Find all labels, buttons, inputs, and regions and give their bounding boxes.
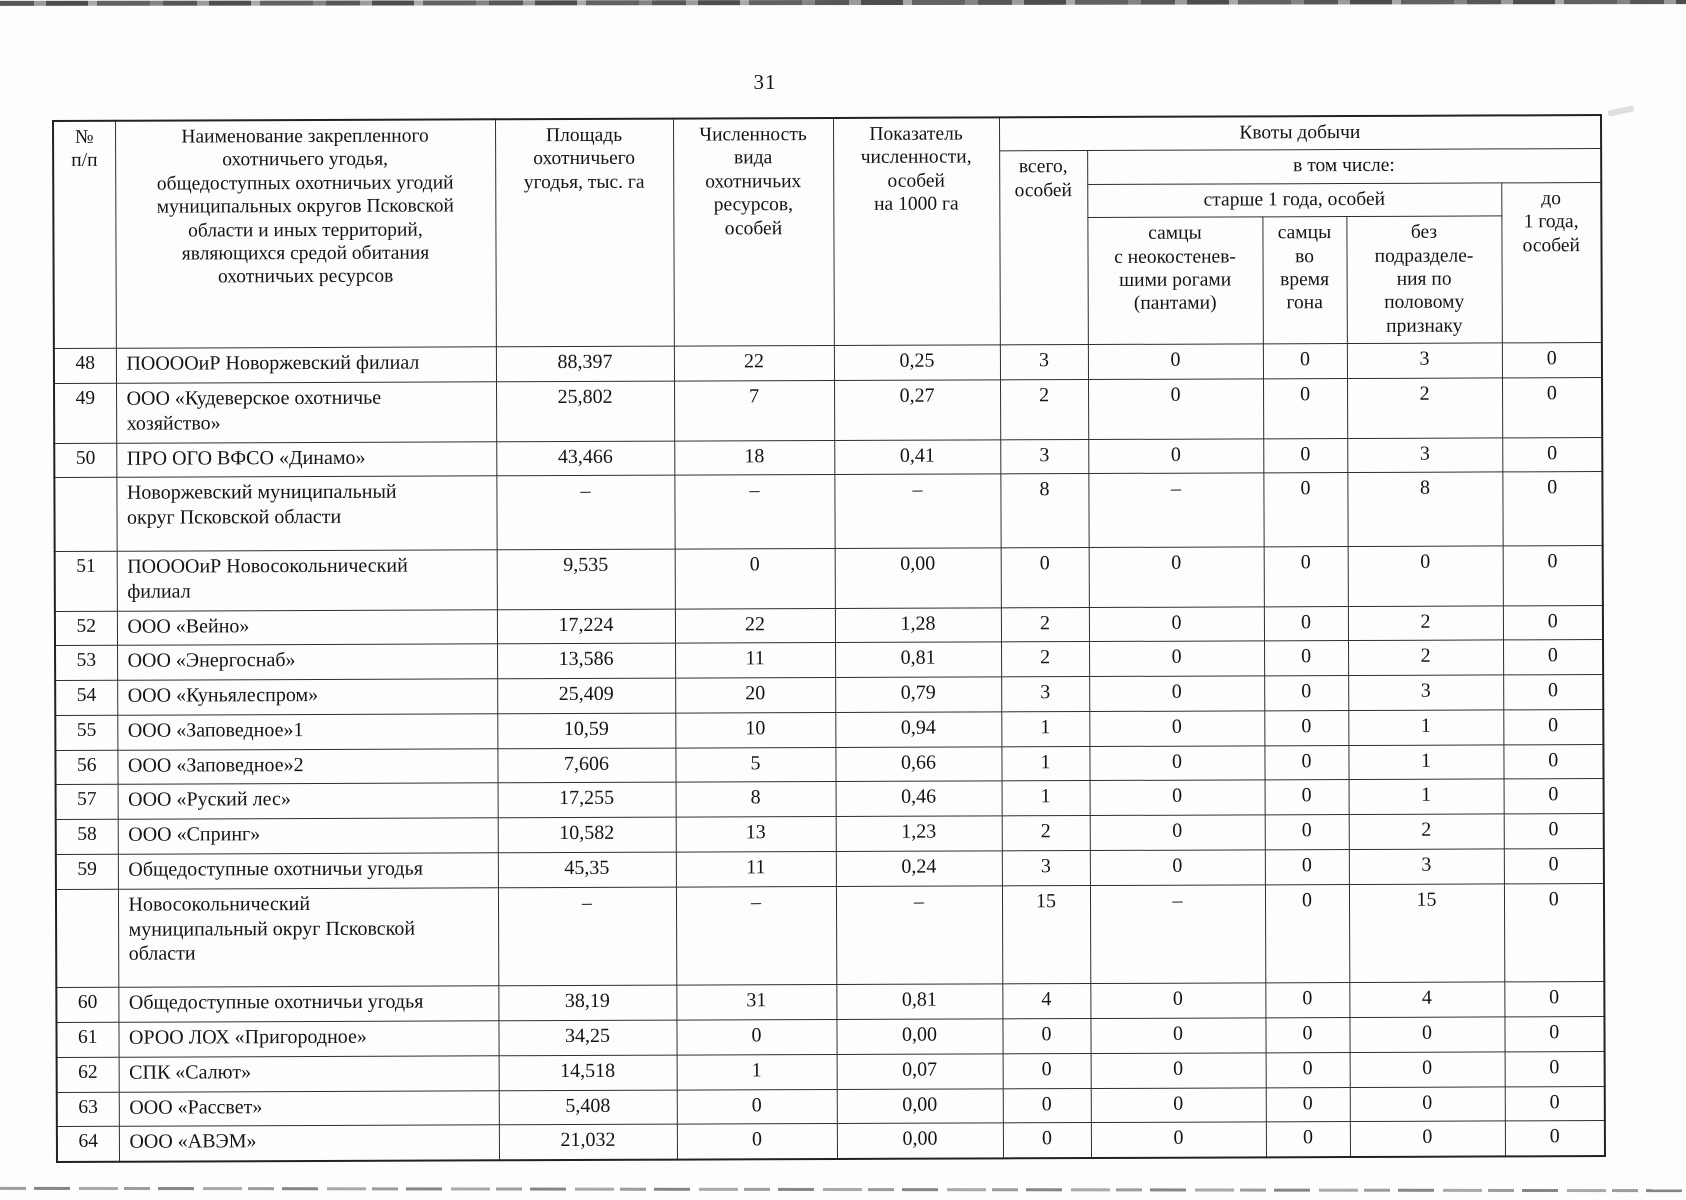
cell-density: 0,94 [835,712,1001,747]
cell-males-antlers: 0 [1090,1018,1265,1053]
cell-num: 60 [56,988,118,1023]
cell-total: 2 [1001,642,1089,677]
cell-density: 0,81 [836,984,1002,1019]
cell-under1: 0 [1504,982,1604,1017]
cell-population: 0 [677,1124,837,1160]
cell-population: 22 [675,608,835,643]
table-row [56,814,1604,855]
page-number: 31 [753,70,777,94]
cell-males-rut: 0 [1264,641,1348,676]
cell-no-division: 1 [1348,745,1503,780]
cell-population: 22 [674,346,834,381]
table-row [55,744,1603,785]
cell-num: 59 [56,854,118,889]
cell-males-rut: 0 [1265,850,1349,885]
cell-under1: 0 [1502,437,1602,472]
table-row [54,437,1602,478]
cell-density: 0,25 [834,345,1000,380]
cell-name: ООО «АВЭМ» [119,1125,499,1162]
cell-males-rut: 0 [1265,884,1349,983]
cell-no-division: 8 [1347,472,1502,546]
cell-density: 0,46 [836,781,1002,816]
cell-name: ООО «Вейно» [117,609,497,645]
cell-area: 17,224 [497,609,675,644]
cell-under1: 0 [1502,343,1602,378]
cell-males-rut: 0 [1264,710,1348,745]
cell-total: 3 [1001,677,1089,712]
cell-population: 31 [676,985,836,1020]
col-header-density: Показатель численности, особей на 1000 га [833,117,1000,345]
cell-males-antlers: 0 [1091,1053,1266,1088]
cell-no-division: 0 [1350,1087,1505,1122]
cell-density: 1,23 [836,816,1002,851]
cell-population: 11 [676,852,836,887]
cell-num: 56 [55,750,117,785]
cell-density: 1,28 [835,607,1001,642]
cell-name: ПООООиР Новоржевский филиал [116,347,496,383]
hunting-quota-table [52,114,1606,1163]
cell-under1: 0 [1503,605,1603,640]
col-header-name: Наименование закрепленного охотничьего угодья, общедоступных охотничьих угодий муниципальных округов Псковской области и иных территорий, являющихся средой обитания охотничьих ресурсов [115,119,496,348]
cell-name: Общедоступные охотничьи угодья [118,986,498,1022]
cell-total: 1 [1001,746,1089,781]
cell-males-antlers: 0 [1089,711,1264,746]
cell-males-rut: 0 [1263,438,1347,473]
cell-under1: 0 [1504,849,1604,884]
table-row [56,779,1604,820]
cell-num: 54 [55,680,117,715]
cell-name: ОРОО ЛОХ «Пригородное» [118,1021,498,1057]
cell-area: 88,397 [496,346,674,381]
cell-density: 0,07 [837,1054,1003,1089]
scan-artifact-bottom [0,1187,1686,1192]
cell-under1: 0 [1502,377,1602,437]
cell-population: 20 [675,678,835,713]
cell-under1: 0 [1502,472,1602,546]
cell-males-antlers: 0 [1089,641,1264,676]
cell-area: 34,25 [498,1020,676,1055]
cell-num: 53 [55,646,117,681]
cell-population: 13 [676,817,836,852]
cell-density: – [834,474,1000,548]
cell-name: ООО «Рассвет» [119,1090,499,1126]
cell-area: 43,466 [496,441,674,476]
col-header-older1: старше 1 года, особей [1087,183,1501,218]
cell-no-division: 1 [1348,710,1503,745]
col-header-num: № п/п [53,121,116,349]
col-header-no-division: без подразделе- ния по половому признаку [1346,216,1501,344]
cell-total: 1 [1001,711,1089,746]
table-row [57,1051,1605,1092]
cell-density: 0,66 [835,747,1001,782]
cell-males-antlers: 0 [1089,676,1264,711]
cell-population: 8 [676,782,836,817]
cell-density: 0,41 [834,439,1000,474]
table-row [54,343,1602,384]
cell-area: 17,255 [498,783,676,818]
cell-no-division: 3 [1347,343,1502,378]
table-row [56,982,1604,1023]
cell-no-division: 3 [1348,675,1503,710]
scan-artifact-top [0,0,1686,6]
scan-smudge [1608,105,1635,116]
cell-under1: 0 [1504,814,1604,849]
cell-males-rut: 0 [1265,983,1349,1018]
table-row [55,605,1603,646]
cell-males-antlers: 0 [1088,438,1263,473]
cell-name: ООО «Кудеверское охотничье хозяйство» [116,382,496,443]
col-header-under1: до 1 года, особей [1501,182,1602,343]
cell-no-division: 2 [1348,640,1503,675]
cell-males-antlers: 0 [1089,606,1264,641]
cell-total: 15 [1002,885,1090,984]
cell-males-rut: 0 [1263,473,1347,547]
col-header-males-antlers: самцы с неокостенев- шими рогами (пантами) [1087,217,1262,345]
cell-total: 0 [1003,1088,1091,1123]
cell-area: 25,409 [497,678,675,713]
cell-males-antlers: 0 [1091,1088,1266,1123]
cell-num: 63 [57,1092,119,1127]
cell-name: СПК «Салют» [119,1056,499,1092]
col-header-population: Численность вида охотничьих ресурсов, особей [673,118,834,346]
cell-males-rut: 0 [1265,780,1349,815]
cell-under1: 0 [1503,744,1603,779]
cell-area: – [498,887,676,986]
cell-no-division: 0 [1348,546,1503,606]
cell-density: 0,00 [835,548,1001,608]
cell-population: 18 [674,440,834,475]
col-header-including: в том числе: [1087,149,1601,184]
cell-num: 50 [54,443,116,478]
cell-males-antlers: – [1088,473,1263,547]
cell-density: 0,00 [837,1089,1003,1124]
cell-males-rut: 0 [1264,745,1348,780]
cell-total: 1 [1002,781,1090,816]
cell-density: – [836,886,1002,985]
cell-under1: 0 [1504,779,1604,814]
cell-population: 1 [677,1054,837,1089]
cell-area: 13,586 [497,643,675,678]
cell-no-division: 0 [1349,1017,1504,1052]
cell-population: 5 [675,747,835,782]
cell-name: ООО «Заповедное»1 [117,714,497,750]
cell-under1: 0 [1503,640,1603,675]
cell-total: 0 [1001,547,1089,607]
cell-males-antlers: – [1090,885,1265,984]
cell-density: 0,27 [834,380,1000,440]
cell-no-division: 2 [1349,814,1504,849]
cell-population: 0 [677,1089,837,1124]
cell-total: 0 [1003,1123,1091,1159]
cell-density: 0,79 [835,677,1001,712]
cell-males-antlers: 0 [1090,780,1265,815]
cell-males-rut: 0 [1264,676,1348,711]
cell-no-division: 2 [1348,605,1503,640]
cell-area: 10,582 [498,817,676,852]
cell-num: 55 [55,715,117,750]
cell-density: 0,24 [836,851,1002,886]
table-body [54,343,1605,1163]
cell-num: 58 [56,820,118,855]
cell-males-rut: 0 [1266,1052,1350,1087]
cell-density: 0,00 [836,1019,1002,1054]
table-row [54,377,1602,443]
cell-num: 57 [56,785,118,820]
cell-no-division: 3 [1349,849,1504,884]
cell-area: 7,606 [497,748,675,783]
cell-under1: 0 [1505,1086,1605,1121]
cell-total: 4 [1002,984,1090,1019]
cell-area: 14,518 [499,1055,677,1090]
cell-num [54,478,116,552]
cell-no-division: 15 [1349,884,1504,983]
cell-males-rut: 0 [1266,1087,1350,1122]
table-row [56,849,1604,890]
cell-under1: 0 [1504,883,1604,982]
table-row [57,1121,1605,1162]
cell-under1: 0 [1503,675,1603,710]
cell-area: 21,032 [499,1125,677,1161]
col-header-males-rut: самцы во время гона [1262,217,1346,344]
cell-total: 0 [1003,1053,1091,1088]
cell-num: 61 [56,1022,118,1057]
region-summary-row [56,883,1604,987]
cell-num: 51 [55,551,117,611]
cell-under1: 0 [1503,545,1603,605]
cell-males-rut: 0 [1265,815,1349,850]
cell-males-rut: 0 [1263,344,1347,379]
cell-total: 3 [1002,851,1090,886]
cell-males-antlers: 0 [1088,379,1263,439]
cell-density: 0,00 [837,1123,1003,1159]
cell-males-antlers: 0 [1091,1122,1266,1158]
table-row [56,1017,1604,1058]
cell-name: ООО «Заповедное»2 [117,748,497,784]
cell-no-division: 2 [1347,378,1502,438]
cell-num: 62 [57,1057,119,1092]
cell-area: 25,802 [496,381,674,441]
cell-total: 2 [1001,607,1089,642]
cell-males-antlers: 0 [1090,983,1265,1018]
cell-name: ООО «Спринг» [118,818,498,854]
cell-name: ООО «Куньялеспром» [117,679,497,715]
cell-num: 49 [54,383,116,443]
cell-no-division: 4 [1349,982,1504,1017]
cell-area: 38,19 [498,985,676,1020]
cell-num: 48 [54,348,116,383]
cell-males-antlers: 0 [1089,547,1264,607]
table-row [55,709,1603,750]
cell-total: 3 [1000,439,1088,474]
cell-population: 11 [675,643,835,678]
cell-population: – [674,475,834,549]
cell-name: ПООООиР Новосокольнический филиал [117,550,497,611]
table-row [55,640,1603,681]
cell-total: 3 [1000,345,1088,380]
cell-males-antlers: 0 [1088,344,1263,379]
cell-under1: 0 [1505,1121,1605,1157]
cell-population: 10 [675,712,835,747]
cell-no-division: 0 [1350,1121,1505,1157]
cell-males-rut: 0 [1263,378,1347,438]
cell-males-antlers: 0 [1090,850,1265,885]
cell-population: – [676,886,836,985]
cell-total: 0 [1002,1019,1090,1054]
cell-area: 5,408 [499,1090,677,1125]
cell-name: ПРО ОГО ВФСО «Динамо» [116,441,496,477]
cell-name: ООО «Руский лес» [118,783,498,819]
cell-total: 8 [1000,474,1088,548]
cell-num [56,889,118,988]
region-summary-row [54,472,1602,552]
table-row [55,675,1603,716]
cell-population: 0 [675,548,835,608]
cell-population: 0 [676,1020,836,1055]
col-header-area: Площадь охотничьего угодья, тыс. га [495,119,674,347]
cell-area: – [496,475,674,549]
cell-no-division: 0 [1350,1052,1505,1087]
cell-no-division: 3 [1347,437,1502,472]
table-header [53,115,1602,349]
cell-males-rut: 0 [1265,1018,1349,1053]
cell-males-antlers: 0 [1089,746,1264,781]
table-row [57,1086,1605,1127]
cell-name: ООО «Энергоснаб» [117,644,497,680]
cell-num: 52 [55,611,117,646]
cell-name: Новосокольнический муниципальный округ Псковской области [118,888,498,988]
cell-under1: 0 [1503,709,1603,744]
cell-no-division: 1 [1349,779,1504,814]
cell-name: Новоржевский муниципальный округ Псковской области [116,476,496,551]
col-header-quotas: Квоты добычи [999,115,1601,151]
cell-under1: 0 [1505,1051,1605,1086]
cell-total: 2 [1000,379,1088,439]
cell-males-rut: 0 [1264,546,1348,606]
cell-total: 2 [1002,816,1090,851]
cell-population: 7 [674,380,834,440]
cell-males-rut: 0 [1266,1122,1350,1158]
cell-name: Общедоступные охотничьи угодья [118,853,498,889]
cell-area: 10,59 [497,713,675,748]
table-row [55,545,1603,611]
cell-area: 9,535 [497,549,675,609]
cell-males-rut: 0 [1264,606,1348,641]
cell-males-antlers: 0 [1090,815,1265,850]
cell-area: 45,35 [498,852,676,887]
cell-under1: 0 [1504,1017,1604,1052]
cell-density: 0,81 [835,642,1001,677]
cell-num: 64 [57,1127,119,1163]
col-header-total: всего, особей [999,151,1088,345]
